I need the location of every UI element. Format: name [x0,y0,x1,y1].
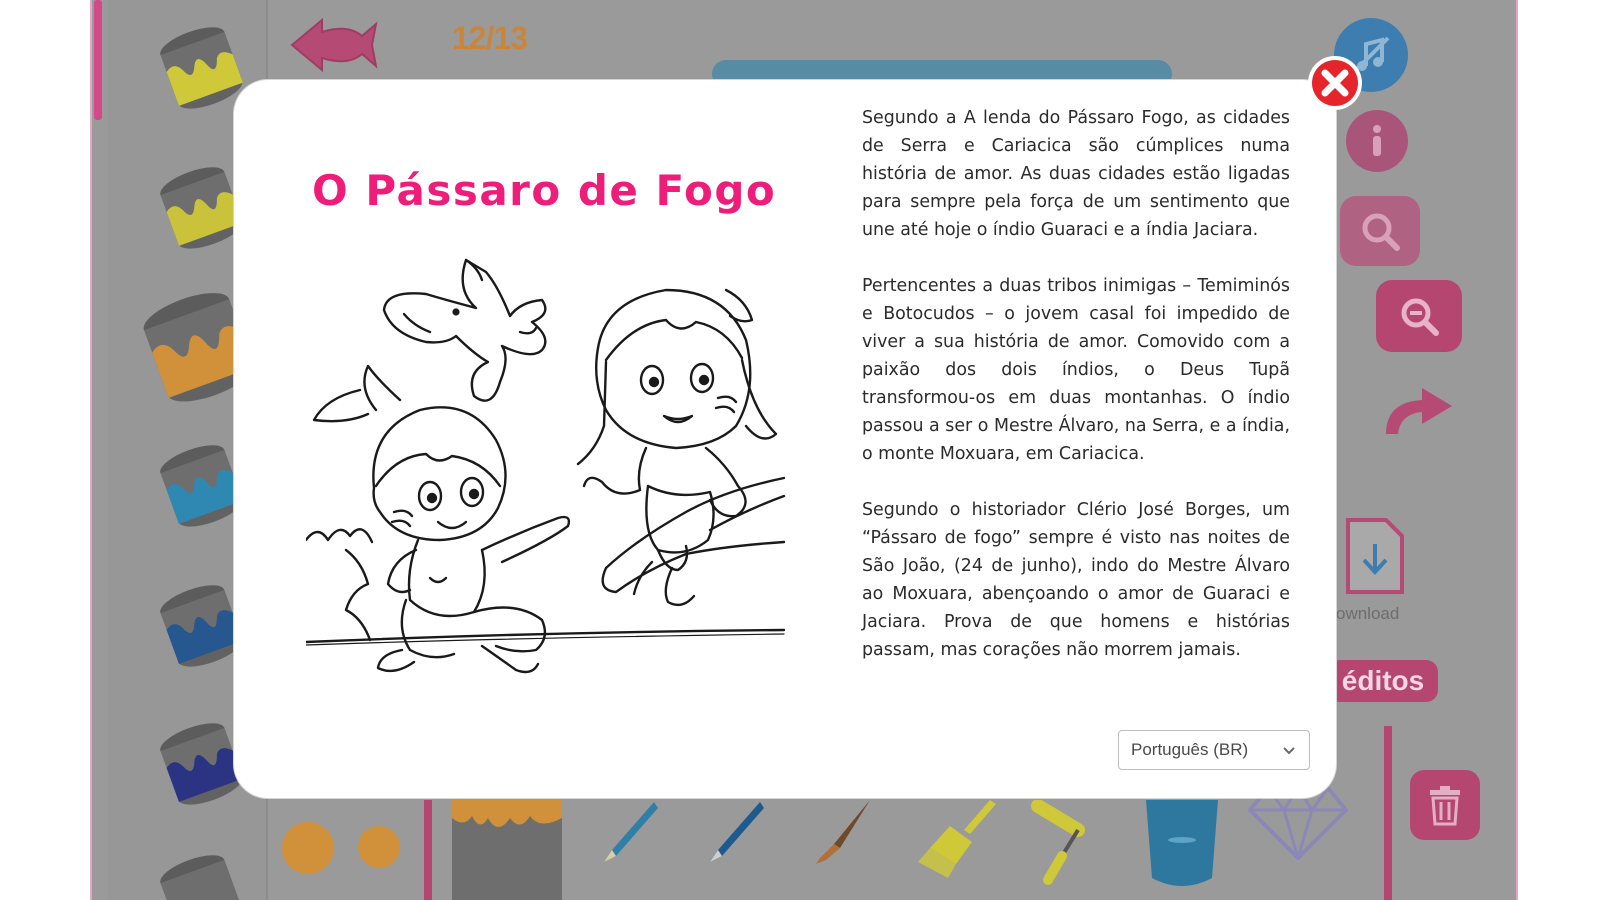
fish-arrow-left-icon [288,16,378,74]
paint-bucket-light-blue[interactable] [156,440,246,530]
paintbrush-tool[interactable] [804,800,874,864]
redo-icon [1372,372,1472,442]
trash-icon [1422,782,1468,828]
chevron-down-icon [1281,742,1297,758]
story-paragraph: Segundo a A lenda do Pássaro Fogo, as cidades de Serra e Cariacica são cúmplices numa história de amor. As duas cidades estão ligadas para sempre pela força de um sentimento que une até hoje o índio Guaraci e a índia Jaciara. [862,108,1290,240]
paint-bucket-yellow[interactable] [156,22,246,112]
language-select[interactable] [1118,730,1310,770]
paint-bucket-blue[interactable] [156,580,246,670]
story-text [862,104,1290,692]
zoom-out-icon [1396,293,1442,339]
info-button[interactable] [1346,110,1408,172]
paint-bucket-navy[interactable] [156,718,246,808]
tray-divider [424,800,432,900]
story-modal [234,80,1336,798]
paint-bucket-yellow-2[interactable] [156,162,246,252]
coloring-illustration [306,250,796,720]
redo-button[interactable] [1372,372,1472,442]
pencil-tool[interactable] [592,800,662,864]
fill-bucket-tool[interactable] [1142,800,1222,890]
paint-bucket-partial[interactable] [156,850,246,900]
zoom-in-icon [1357,208,1403,254]
close-modal-button[interactable] [1306,54,1364,112]
right-divider [1384,726,1392,900]
brush-size-large[interactable] [282,822,334,874]
download-icon [1340,516,1410,596]
download-label: ownload [1336,604,1400,623]
delete-button[interactable] [1410,770,1480,840]
story-title: O Pássaro de Fogo [312,166,777,215]
page-counter: 12/13 [452,20,528,56]
download-button[interactable] [1340,516,1410,596]
brush-size-medium[interactable] [358,826,400,868]
zoom-out-button[interactable] [1376,280,1462,352]
info-icon [1354,118,1400,164]
wide-brush-tool[interactable] [910,800,1000,880]
app-scrollbar[interactable] [94,0,102,120]
story-paragraph: Segundo o historiador Clério José Borges, um “Pássaro de fogo” sempre é visto nas noites de São João, (24 de junho), indo do Mestre Álvaro ao Moxuara, abençoando o amor de Guaraci e Jaciara. Prova de que homens e histórias passam, mas corações não morrem jamais. [862,500,1290,660]
story-paragraph: Pertencentes a duas tribos inimigas – Temiminós e Botocudos – o jovem casal foi impedido de viver a sua história de amor. Comovido com a paixão dos dois índios, o Deus Tupã transformou-os em duas montanhas. O índio passou a ser o Mestre Álvaro, na Serra, e a índia, o monte Moxuara, em Cariacica. [862,276,1290,464]
close-icon [1306,54,1364,112]
credits-button[interactable]: éditos [1328,660,1438,702]
back-button[interactable] [288,16,378,74]
language-select-value: Português (BR) [1131,740,1249,759]
pen-tool[interactable] [698,800,768,864]
paint-roller-tool[interactable] [1018,800,1118,890]
paint-bucket-tool[interactable] [444,800,570,900]
zoom-in-button[interactable] [1340,196,1420,266]
